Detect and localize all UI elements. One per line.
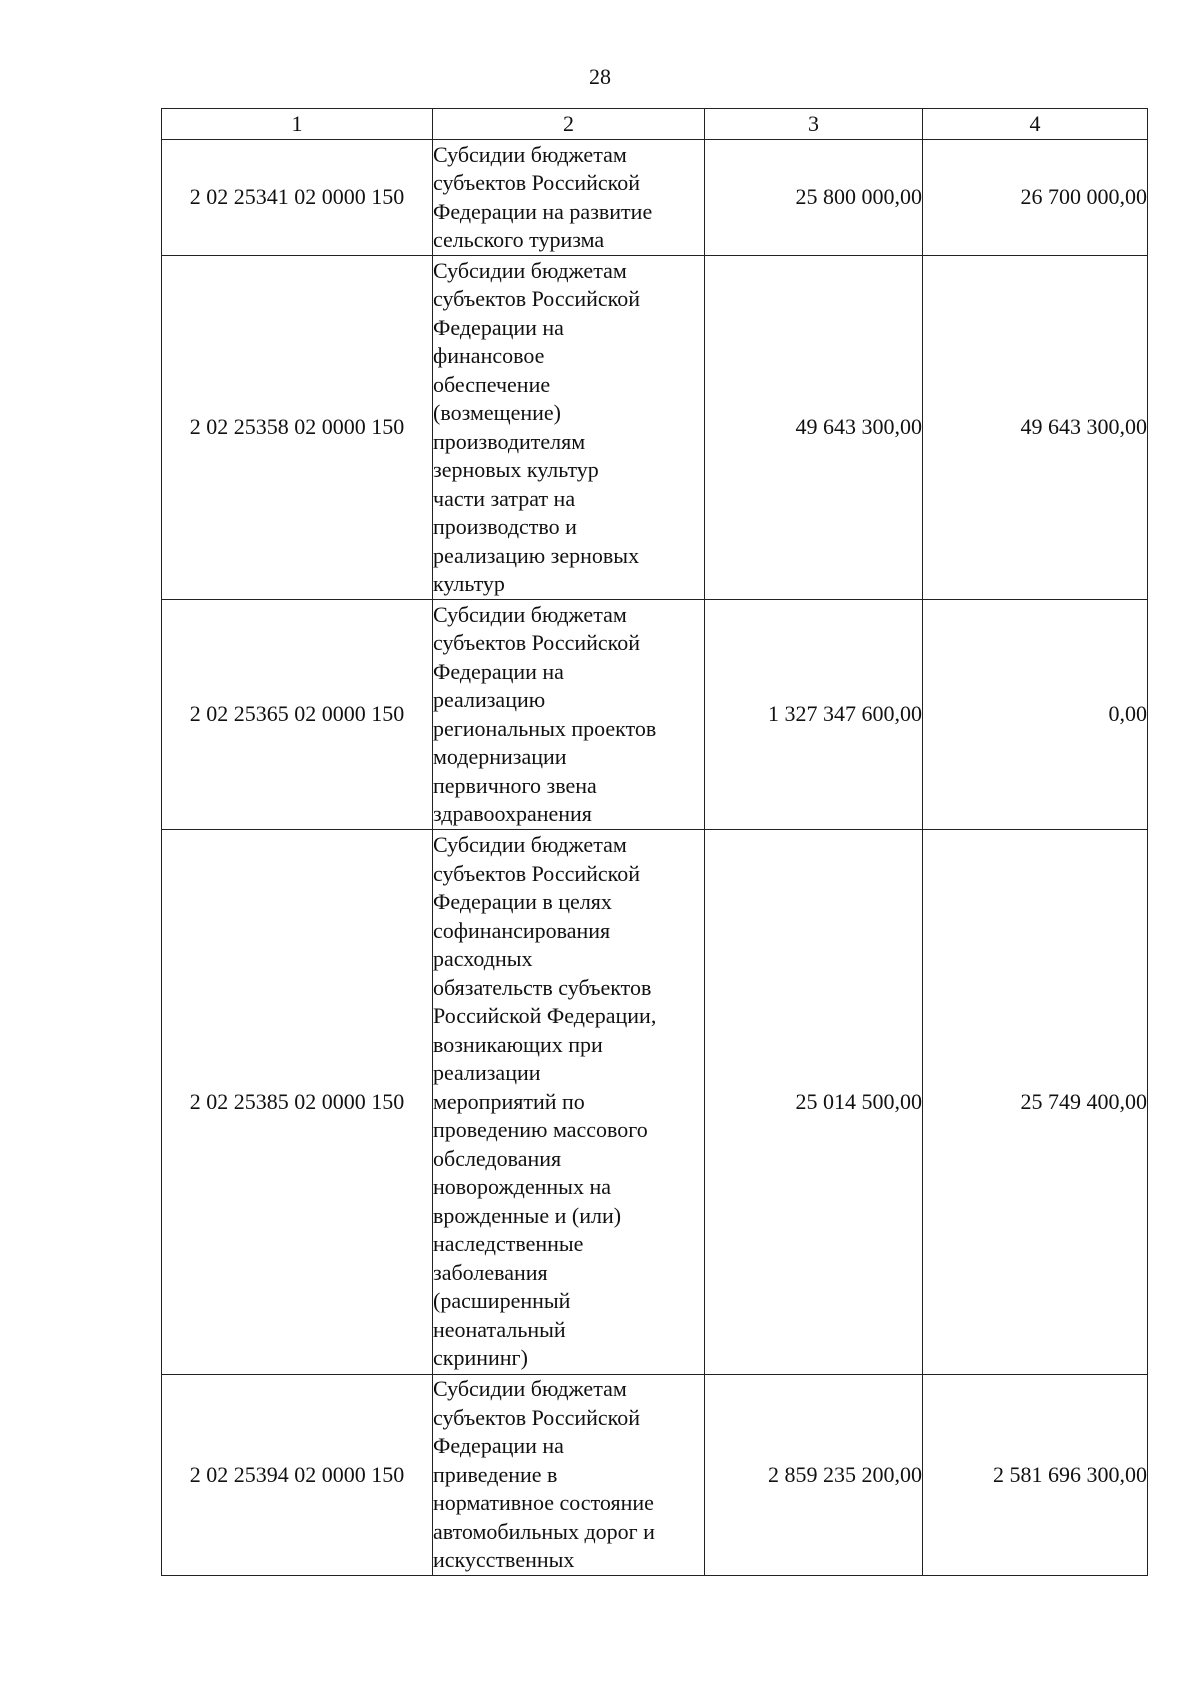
amount-cell-col3: 1 327 347 600,00 [705, 600, 923, 830]
column-header-3: 3 [705, 109, 923, 140]
description-text: Субсидии бюджетам субъектов Российской Федерации в целях софинансирования расходных обязательств субъектов Российской Федерации, возникающих при реализации мероприятий по проведению массового обследования новорожденных на врожденные и (или) наследственные заболевания (расширенный неонатальный скрининг) [433, 832, 657, 1371]
table-row [162, 600, 1148, 830]
description-text: Субсидии бюджетам субъектов Российской Федерации на реализацию региональных проектов модернизации первичного звена здравоохранения [433, 601, 657, 826]
amount-cell-col4: 2 581 696 300,00 [923, 1375, 1148, 1576]
description-text: Субсидии бюджетам субъектов Российской Федерации на развитие сельского туризма [433, 141, 653, 252]
table-header-row [162, 109, 1148, 140]
description-cell [433, 600, 705, 830]
budget-code-cell: 2 02 25394 02 0000 150 [162, 1375, 433, 1576]
table-row [162, 1375, 1148, 1576]
description-cell [433, 1375, 705, 1576]
amount-cell-col3: 49 643 300,00 [705, 256, 923, 600]
amount-cell-col4: 49 643 300,00 [923, 256, 1148, 600]
amount-cell-col3: 25 014 500,00 [705, 830, 923, 1375]
page-number: 28 [589, 64, 611, 89]
budget-code-cell: 2 02 25385 02 0000 150 [162, 830, 433, 1375]
column-header-2: 2 [433, 109, 705, 140]
description-text: Субсидии бюджетам субъектов Российской Федерации на финансовое обеспечение (возмещение) производителям зерновых культур части затрат на производство и реализацию зерновых культур [433, 257, 641, 596]
amount-cell-col4: 26 700 000,00 [923, 140, 1148, 256]
budget-code-cell: 2 02 25341 02 0000 150 [162, 140, 433, 256]
table-row [162, 830, 1148, 1375]
budget-table [161, 108, 1148, 1576]
description-cell [433, 256, 705, 600]
description-text: Субсидии бюджетам субъектов Российской Федерации на приведение в нормативное состояние автомобильных дорог и искусственных [433, 1376, 655, 1572]
table-row [162, 140, 1148, 256]
table-row [162, 256, 1148, 600]
amount-cell-col4: 25 749 400,00 [923, 830, 1148, 1375]
budget-code-cell: 2 02 25365 02 0000 150 [162, 600, 433, 830]
amount-cell-col3: 25 800 000,00 [705, 140, 923, 256]
amount-cell-col3: 2 859 235 200,00 [705, 1375, 923, 1576]
description-cell [433, 830, 705, 1375]
amount-cell-col4: 0,00 [923, 600, 1148, 830]
column-header-4: 4 [923, 109, 1148, 140]
budget-code-cell: 2 02 25358 02 0000 150 [162, 256, 433, 600]
description-cell [433, 140, 705, 256]
column-header-1: 1 [162, 109, 433, 140]
